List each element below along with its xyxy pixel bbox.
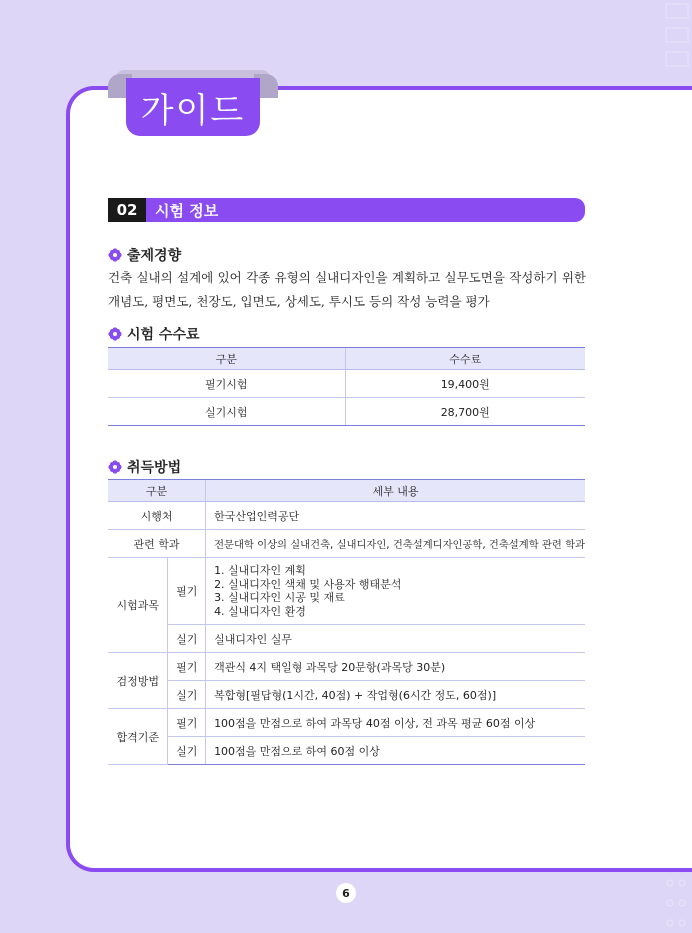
fee-table-header (108, 348, 585, 370)
table-row (108, 625, 585, 653)
criteria-practical-value: 100점을 만점으로 하여 60점 이상 (206, 737, 585, 765)
acquisition-heading-text: 취득방법 (127, 460, 182, 476)
criteria-written-label: 필기 (168, 709, 206, 737)
dept-label: 관련 학과 (108, 530, 206, 558)
fee-written-label: 필기시험 (108, 370, 345, 398)
table-row (108, 398, 585, 426)
fee-heading (108, 324, 200, 344)
acq-header-detail: 세부 내용 (206, 480, 585, 502)
table-row (108, 681, 585, 709)
method-written-value: 객관식 4지 택일형 과목당 20문항(과목당 30분) (206, 653, 585, 681)
subjects-label: 시험과목 (108, 558, 168, 653)
section-number: 02 (108, 198, 146, 222)
method-written-label: 필기 (168, 653, 206, 681)
decorative-pattern-top (662, 0, 692, 80)
subjects-written-label: 필기 (168, 558, 206, 625)
subjects-practical-label: 실기 (168, 625, 206, 653)
acquisition-table-header (108, 480, 585, 502)
table-row (108, 558, 585, 625)
table-row (108, 653, 585, 681)
list-item: 1. 실내디자인 계획 (214, 564, 306, 577)
guide-tab (108, 70, 278, 138)
flower-bullet-icon (108, 248, 122, 262)
section-header (108, 198, 585, 222)
acquisition-heading (108, 457, 181, 477)
fee-written-value: 19,400원 (345, 370, 585, 398)
table-row (108, 530, 585, 558)
acquisition-table (108, 479, 585, 765)
agency-label: 시행처 (108, 502, 206, 530)
flower-bullet-icon (108, 327, 122, 341)
tab-title: 가이드 (126, 78, 260, 136)
method-label: 검정방법 (108, 653, 168, 709)
fee-header-category: 구분 (108, 348, 345, 370)
method-practical-value: 복합형[필답형(1시간, 40점) + 작업형(6시간 정도, 60점)] (206, 681, 585, 709)
subjects-practical-value: 실내디자인 실무 (206, 625, 585, 653)
fee-header-fee: 수수료 (345, 348, 585, 370)
subjects-written-list (206, 558, 585, 625)
section-title: 시험 정보 (146, 198, 585, 222)
page-number: 6 (336, 883, 356, 903)
method-practical-label: 실기 (168, 681, 206, 709)
exam-trend-heading (108, 245, 181, 265)
fee-heading-text: 시험 수수료 (127, 327, 200, 343)
exam-trend-heading-text: 출제경향 (127, 248, 182, 264)
table-row (108, 370, 585, 398)
list-item: 2. 실내디자인 색채 및 사용자 행태분석 (214, 577, 402, 591)
fee-practical-label: 실기시험 (108, 398, 345, 426)
acq-header-category: 구분 (108, 480, 206, 502)
criteria-written-value: 100점을 만점으로 하여 과목당 40점 이상, 전 과목 평균 60점 이상 (206, 709, 585, 737)
list-item: 4. 실내디자인 환경 (214, 604, 306, 618)
fee-table (108, 347, 585, 426)
exam-trend-text: 건축 실내의 설계에 있어 각종 유형의 실내디자인을 계획하고 실무도면을 작성하기 위한 개념도, 평면도, 천장도, 입면도, 상세도, 투시도 등의 작성 능력을 평가 (108, 270, 586, 309)
table-row (108, 502, 585, 530)
fee-practical-value: 28,700원 (345, 398, 585, 426)
decorative-pattern-bottom (662, 873, 692, 933)
table-row (108, 737, 585, 765)
criteria-practical-label: 실기 (168, 737, 206, 765)
criteria-label: 합격기준 (108, 709, 168, 765)
dept-value: 전문대학 이상의 실내건축, 실내디자인, 건축설계디자인공학, 건축설계학 관련 학과 (206, 530, 585, 558)
list-item: 3. 실내디자인 시공 및 재료 (214, 591, 345, 604)
table-row (108, 709, 585, 737)
agency-value: 한국산업인력공단 (206, 502, 585, 530)
flower-bullet-icon (108, 460, 122, 474)
